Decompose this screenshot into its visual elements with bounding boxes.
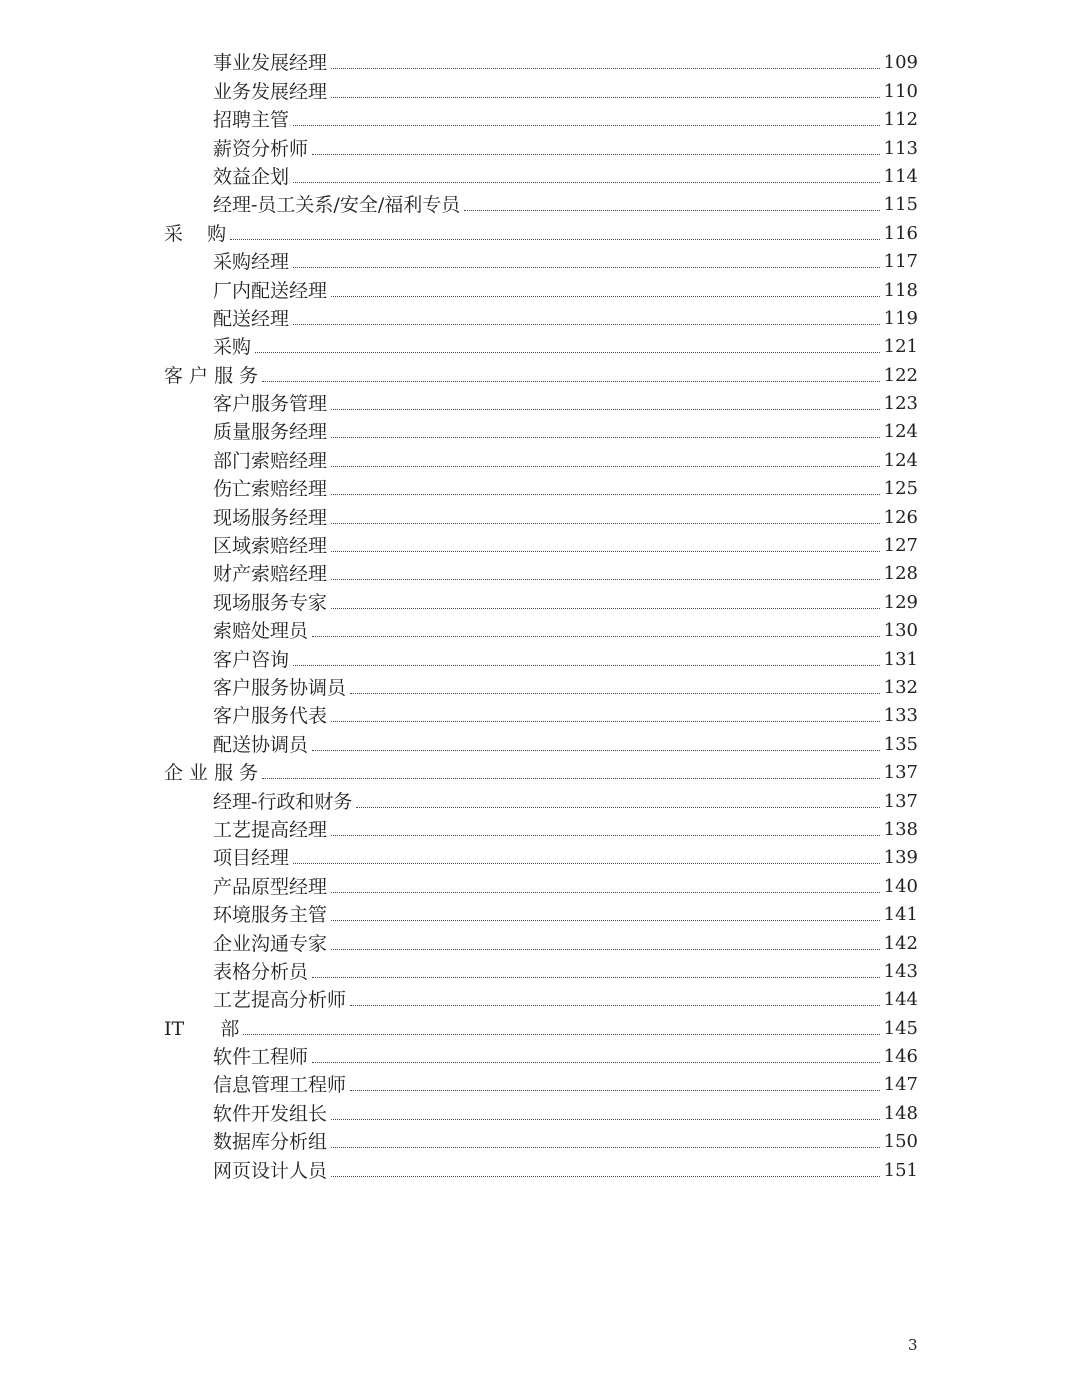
toc-entry-page: 144 [883, 989, 918, 1011]
toc-entry-label: 产品原型经理 [213, 875, 328, 898]
toc-entry-label: 采 购 [164, 222, 227, 245]
toc-entry-label: 项目经理 [213, 847, 290, 870]
table-of-contents [160, 46, 918, 1182]
toc-dot-leader [350, 693, 880, 694]
toc-entry-page: 112 [883, 109, 918, 131]
toc-entry[interactable] [160, 614, 918, 642]
toc-entry[interactable] [160, 699, 918, 727]
toc-entry-page: 118 [883, 279, 918, 301]
toc-entry[interactable] [160, 387, 918, 415]
toc-dot-leader [350, 1090, 880, 1091]
toc-entry-label: 配送经理 [213, 307, 290, 330]
toc-entry-label: 企业沟通专家 [213, 932, 328, 955]
toc-entry-page: 127 [883, 535, 918, 557]
toc-entry[interactable] [160, 74, 918, 102]
toc-entry-label: 部门索赔经理 [213, 449, 328, 472]
toc-dot-leader [331, 494, 880, 495]
toc-entry-page: 130 [883, 620, 918, 642]
toc-dot-leader [293, 665, 880, 666]
toc-entry[interactable] [160, 1125, 918, 1153]
toc-entry-page: 114 [883, 165, 918, 187]
toc-entry-page: 140 [883, 875, 918, 897]
toc-entry-label: 经理-员工关系/安全/福利专员 [213, 194, 461, 217]
toc-entry-label: 采购经理 [213, 251, 290, 274]
toc-entry-page: 135 [883, 733, 918, 755]
toc-entry-page: 116 [883, 222, 918, 244]
toc-dot-leader [350, 1005, 880, 1006]
toc-entry-page: 141 [883, 904, 918, 926]
toc-entry-page: 121 [883, 336, 918, 358]
toc-entry[interactable] [160, 160, 918, 188]
toc-entry-page: 131 [883, 648, 918, 670]
toc-section-entry[interactable] [160, 358, 918, 386]
toc-entry-label: 质量服务经理 [213, 421, 328, 444]
toc-section-entry[interactable] [160, 756, 918, 784]
toc-entry-page: 117 [883, 251, 918, 273]
toc-entry-page: 119 [883, 307, 918, 329]
toc-entry-page: 132 [883, 676, 918, 698]
toc-entry-label: 现场服务经理 [213, 506, 328, 529]
toc-dot-leader [312, 750, 880, 751]
toc-entry-page: 133 [883, 705, 918, 727]
toc-dot-leader [331, 1176, 880, 1177]
toc-section-entry[interactable] [160, 1011, 918, 1039]
toc-dot-leader [293, 125, 880, 126]
toc-dot-leader [230, 239, 879, 240]
toc-dot-leader [331, 523, 880, 524]
toc-entry-label: 软件开发组长 [213, 1102, 328, 1125]
toc-entry-label: 客 户 服 务 [164, 364, 259, 387]
toc-entry-label: IT 部 [164, 1017, 240, 1040]
toc-entry-page: 148 [883, 1102, 918, 1124]
toc-dot-leader [331, 551, 880, 552]
toc-dot-leader [356, 807, 879, 808]
toc-entry-page: 147 [883, 1074, 918, 1096]
toc-dot-leader [312, 636, 880, 637]
toc-entry-label: 事业发展经理 [213, 52, 328, 75]
toc-entry[interactable] [160, 46, 918, 74]
toc-dot-leader [293, 267, 880, 268]
toc-entry-page: 137 [883, 762, 918, 784]
toc-dot-leader [312, 1062, 880, 1063]
toc-entry-page: 145 [883, 1017, 918, 1039]
page-number: 3 [908, 1336, 918, 1354]
toc-dot-leader [293, 863, 880, 864]
toc-entry[interactable] [160, 529, 918, 557]
toc-entry-page: 123 [883, 393, 918, 415]
toc-entry[interactable] [160, 131, 918, 159]
toc-entry-label: 配送协调员 [213, 733, 309, 756]
toc-entry[interactable] [160, 302, 918, 330]
toc-dot-leader [331, 892, 880, 893]
toc-dot-leader [243, 1034, 879, 1035]
toc-entry[interactable] [160, 869, 918, 897]
toc-dot-leader [331, 466, 880, 467]
toc-entry-page: 146 [883, 1046, 918, 1068]
toc-entry-page: 128 [883, 563, 918, 585]
toc-entry-label: 区域索赔经理 [213, 535, 328, 558]
toc-dot-leader [331, 1119, 880, 1120]
toc-entry-page: 142 [883, 932, 918, 954]
toc-entry-label: 客户服务协调员 [213, 676, 347, 699]
toc-entry[interactable] [160, 1068, 918, 1096]
toc-entry-label: 工艺提高经理 [213, 818, 328, 841]
toc-entry[interactable] [160, 245, 918, 273]
toc-dot-leader [331, 1147, 880, 1148]
toc-entry-page: 139 [883, 847, 918, 869]
toc-entry-page: 129 [883, 591, 918, 613]
toc-entry-page: 110 [883, 80, 918, 102]
toc-entry-label: 网页设计人员 [213, 1159, 328, 1182]
toc-entry[interactable] [160, 500, 918, 528]
toc-dot-leader [293, 182, 880, 183]
toc-dot-leader [331, 296, 880, 297]
toc-entry-label: 环境服务主管 [213, 904, 328, 927]
toc-dot-leader [331, 835, 880, 836]
toc-entry[interactable] [160, 671, 918, 699]
toc-entry[interactable] [160, 330, 918, 358]
toc-entry-label: 招聘主管 [213, 109, 290, 132]
toc-entry[interactable] [160, 642, 918, 670]
toc-dot-leader [331, 409, 880, 410]
toc-entry-label: 效益企划 [213, 165, 290, 188]
toc-entry-page: 143 [883, 960, 918, 982]
toc-dot-leader [262, 381, 880, 382]
toc-dot-leader [293, 324, 880, 325]
toc-entry[interactable] [160, 841, 918, 869]
toc-entry-label: 薪资分析师 [213, 137, 309, 160]
toc-entry[interactable] [160, 557, 918, 585]
toc-entry-label: 索赔处理员 [213, 620, 309, 643]
toc-entry-label: 业务发展经理 [213, 80, 328, 103]
toc-dot-leader [331, 437, 880, 438]
toc-entry-label: 财产索赔经理 [213, 563, 328, 586]
toc-entry-page: 125 [883, 478, 918, 500]
toc-entry-label: 信息管理工程师 [213, 1074, 347, 1097]
toc-entry-page: 122 [883, 364, 918, 386]
toc-dot-leader [331, 721, 880, 722]
toc-entry[interactable] [160, 443, 918, 471]
toc-entry-label: 厂内配送经理 [213, 279, 328, 302]
toc-entry-label: 经理-行政和财务 [213, 790, 353, 813]
toc-entry-label: 采购 [213, 336, 252, 359]
toc-entry[interactable] [160, 273, 918, 301]
toc-entry-page: 113 [883, 137, 918, 159]
toc-entry-page: 109 [883, 52, 918, 74]
toc-entry-label: 伤亡索赔经理 [213, 478, 328, 501]
toc-entry[interactable] [160, 472, 918, 500]
toc-entry[interactable] [160, 926, 918, 954]
toc-entry-label: 表格分析员 [213, 960, 309, 983]
toc-entry-label: 工艺提高分析师 [213, 989, 347, 1012]
toc-entry[interactable] [160, 813, 918, 841]
toc-entry[interactable] [160, 1040, 918, 1068]
toc-entry[interactable] [160, 1096, 918, 1124]
toc-dot-leader [331, 949, 880, 950]
toc-entry[interactable] [160, 188, 918, 216]
toc-dot-leader [331, 579, 880, 580]
toc-section-entry[interactable] [160, 216, 918, 244]
toc-entry[interactable] [160, 103, 918, 131]
toc-entry[interactable] [160, 727, 918, 755]
toc-entry-page: 126 [883, 506, 918, 528]
toc-entry-page: 151 [883, 1159, 918, 1181]
toc-entry-label: 数据库分析组 [213, 1131, 328, 1154]
toc-dot-leader [255, 352, 880, 353]
toc-entry-label: 客户咨询 [213, 648, 290, 671]
toc-entry[interactable] [160, 415, 918, 443]
toc-entry-page: 138 [883, 818, 918, 840]
toc-entry-label: 客户服务管理 [213, 393, 328, 416]
toc-entry-page: 124 [883, 421, 918, 443]
toc-entry-page: 150 [883, 1131, 918, 1153]
toc-dot-leader [312, 977, 880, 978]
toc-dot-leader [331, 68, 880, 69]
toc-dot-leader [331, 608, 880, 609]
toc-entry-label: 企 业 服 务 [164, 762, 259, 785]
toc-entry[interactable] [160, 1153, 918, 1181]
toc-dot-leader [331, 920, 880, 921]
toc-entry-page: 115 [883, 194, 918, 216]
toc-dot-leader [262, 778, 880, 779]
toc-entry-page: 137 [883, 790, 918, 812]
toc-entry[interactable] [160, 898, 918, 926]
toc-entry-label: 现场服务专家 [213, 591, 328, 614]
toc-entry-label: 软件工程师 [213, 1046, 309, 1069]
toc-dot-leader [312, 154, 880, 155]
toc-dot-leader [331, 97, 880, 98]
toc-entry-label: 客户服务代表 [213, 705, 328, 728]
toc-entry[interactable] [160, 784, 918, 812]
toc-entry[interactable] [160, 955, 918, 983]
toc-entry[interactable] [160, 983, 918, 1011]
toc-entry[interactable] [160, 585, 918, 613]
toc-entry-page: 124 [883, 449, 918, 471]
toc-dot-leader [464, 210, 879, 211]
